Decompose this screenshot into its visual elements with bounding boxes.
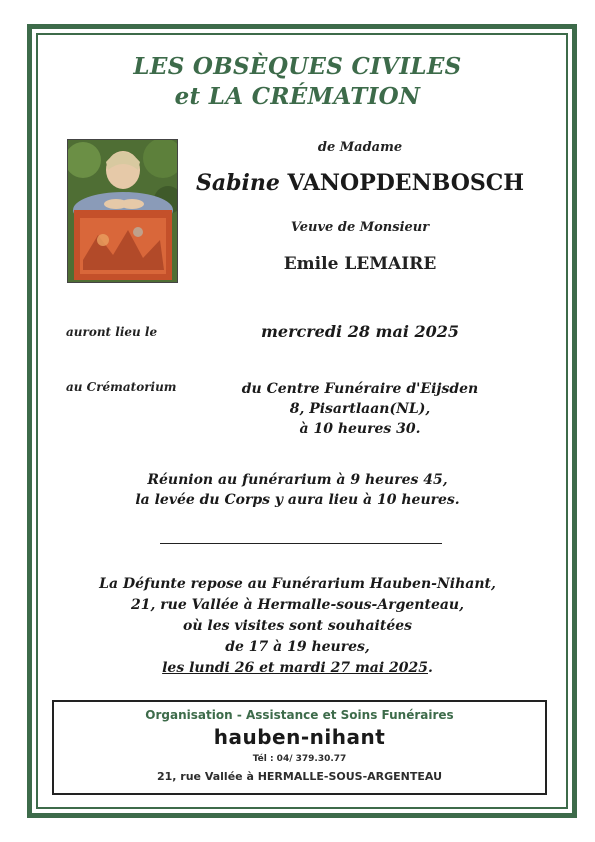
place-line-2: 8, Pisartlaan(NL), [289,401,431,417]
title-line-1: LES OBSÈQUES CIVILES [133,53,462,80]
visitation-line-1: La Défunte repose au Funérarium Hauben-Nihant, [99,576,496,592]
reunion-line-1: Réunion au funérarium à 9 heures 45, [147,472,448,488]
visitation-dates: les lundi 26 et mardi 27 mai 2025 [162,660,428,676]
widow-of-label: Veuve de Monsieur [290,220,430,235]
deceased-name [175,170,545,196]
deceased-prefix: de Madame [317,140,403,155]
reunion-info [110,470,485,510]
company-address: 21, rue Vallée à HERMALLE-SOUS-ARGENTEAU [156,770,443,783]
ceremony-place [210,379,510,439]
deceased-last-name: VANOPDENBOSCH [287,170,525,196]
title-line-2: et LA CRÉMATION [174,83,421,110]
deceased-first-name: Sabine [195,170,280,196]
date-label: auront lieu le [66,325,158,339]
visitation-period: . [428,660,433,676]
company-phone: Tél : 04/ 379.30.77 [252,754,347,764]
place-line-1: du Centre Funéraire d'Eijsden [241,381,479,397]
husband-name: Emile LEMAIRE [283,254,437,274]
visitation-info [70,574,525,679]
visitation-line-5 [70,658,525,679]
organisation-heading: Organisation - Assistance et Soins Funéraires [145,708,454,722]
separator-line [160,543,442,544]
ceremony-date: mercredi 28 mai 2025 [260,322,460,341]
reunion-line-2: la levée du Corps y aura lieu à 10 heures. [135,492,460,508]
portrait-photo [67,139,178,283]
company-name: hauben-nihant [213,725,386,749]
portrait-image [68,140,178,283]
visitation-line-2: 21, rue Vallée à Hermalle-sous-Argenteau, [131,597,464,613]
place-line-3: à 10 heures 30. [299,421,421,437]
visitation-line-4: de 17 à 19 heures, [225,639,370,655]
visitation-line-3: où les visites sont souhaitées [182,618,413,634]
place-label: au Crématorium [66,380,177,394]
